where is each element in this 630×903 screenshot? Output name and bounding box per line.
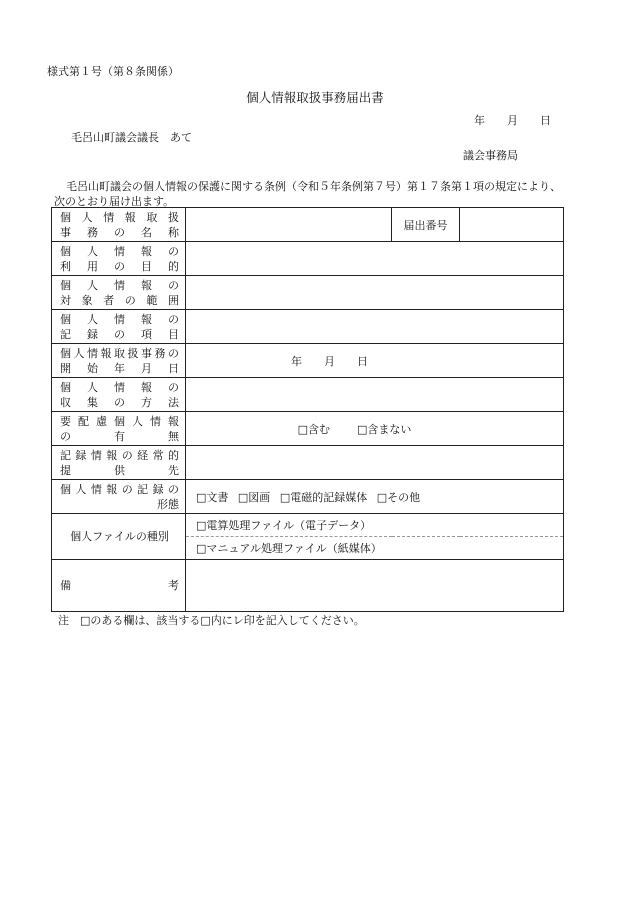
label-office-name [52,208,186,242]
row-collection [52,378,564,412]
label-purpose [52,242,186,276]
row-office-name [52,208,564,242]
row-start-date [52,344,564,378]
label-line: 要配慮個人情報 [60,414,179,428]
label-line: 個人情報の [60,244,179,258]
row-record-items [52,310,564,344]
label-line: 個人情報取扱 [60,210,179,224]
label-line: 個人ファイルの種別 [70,530,169,543]
record-form-options [186,480,564,514]
filing-number-field[interactable] [460,208,564,242]
issuer: 議会事務局 [463,149,518,162]
subjects-field[interactable] [186,276,564,310]
label-collection [52,378,186,412]
checkbox-excludes[interactable]: □含まない [357,422,412,436]
purpose-field[interactable] [186,242,564,276]
checkbox-electronic-media[interactable]: □電磁的記録媒体 [279,490,368,504]
submission-date: 年 月 日 [474,114,551,127]
row-purpose [52,242,564,276]
label-start-date [52,344,186,378]
label-file-type [52,514,186,560]
label-remarks [52,560,186,612]
label-filing-number: 届出番号 [392,208,460,242]
checkbox-computer-file[interactable]: □電算処理ファイル（電子データ） [186,514,564,537]
label-line: 記録の項目 [60,327,179,341]
label-record-items [52,310,186,344]
label-line: の 有 無 [60,429,179,443]
start-date-field[interactable]: 年 月 日 [186,344,564,378]
notification-form-table [51,207,564,612]
label-regular-recipients [52,446,186,480]
label-line: 個人情報の [60,380,179,394]
addressee: 毛呂山町議会議長 あて [71,131,192,144]
label-line: 備 考 [60,579,179,592]
row-regular-recipients [52,446,564,480]
row-sensitive [52,412,564,446]
label-line: 個人情報の記録の [60,482,179,496]
regular-recipients-field[interactable] [186,446,564,480]
document-title: 個人情報取扱事務届出書 [246,90,384,105]
row-remarks [52,560,564,612]
row-record-form [52,480,564,514]
intro-line-1: 毛呂山町議会の個人情報の保護に関する条例（令和５年条例第７号）第１７条第１項の規定により、 [66,180,561,193]
checkbox-document[interactable]: □文書 [196,490,229,504]
label-subjects [52,276,186,310]
checkbox-other[interactable]: □その他 [376,490,421,504]
label-line: 開始年月日 [60,361,179,375]
checkbox-includes[interactable]: □含む [297,422,330,436]
label-line: 記録情報の経常的 [60,448,179,462]
label-line: 利用の目的 [60,259,179,273]
label-line: 収集の方法 [60,395,179,409]
remarks-field[interactable] [186,560,564,612]
footer-note: 注 □のある欄は、該当する□内にレ印を記入してください。 [58,614,365,627]
label-line: 形態 [157,497,179,511]
office-name-field[interactable] [186,208,392,242]
label-line: 事務の名称 [60,225,179,239]
label-sensitive [52,412,186,446]
intro-line-2: 次のとおり届け出ます。 [54,195,175,208]
checkbox-drawing[interactable]: □図画 [237,490,271,504]
label-record-form [52,480,186,514]
label-line: 個人情報取扱事務の [60,346,179,360]
sensitive-field [186,412,564,446]
label-line: 個人情報の [60,312,179,326]
row-subjects [52,276,564,310]
label-line: 提供先 [60,463,179,477]
record-items-field[interactable] [186,310,564,344]
row-file-type-1 [52,514,564,537]
collection-field[interactable] [186,378,564,412]
checkbox-manual-file[interactable]: □マニュアル処理ファイル（紙媒体） [186,537,564,560]
label-line: 対象者の範囲 [60,293,179,307]
label-line: 個人情報の [60,278,179,292]
form-number: 様式第１号（第８条関係） [47,65,179,78]
